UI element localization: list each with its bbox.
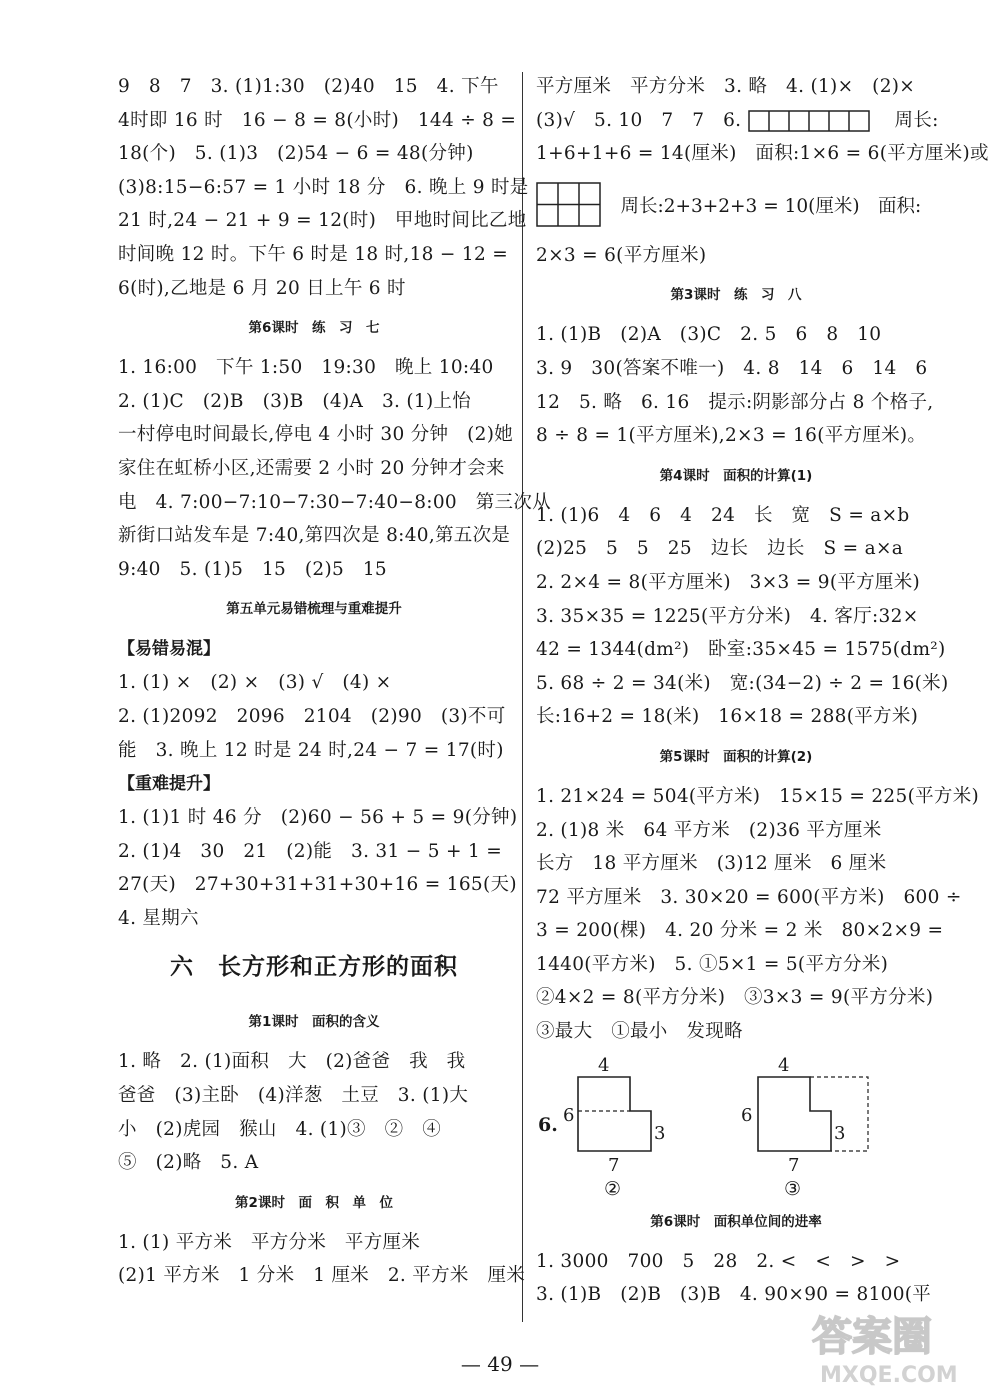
text-line: 1. 3000 700 5 28 2. < < > > (536, 1250, 901, 1272)
one-by-six-grid-figure (748, 110, 870, 132)
text-line: (2)25 5 5 25 边长 边长 S = a×a (536, 538, 904, 560)
shape-figures (536, 1049, 936, 1199)
fig1-bottom-label: 7 (608, 1154, 620, 1176)
text-line: 电 4. 7:00−7:10−7:30−7:40−8:00 第三次从 (118, 491, 551, 513)
bracket-heading: 【易错易混】 (118, 639, 220, 660)
fig2-caption: ③ (784, 1177, 802, 1199)
perimeter-label: 周长: (875, 109, 939, 131)
text-line: 1440(平方米) 5. ①5×1 = 5(平方分米) (536, 953, 889, 975)
fig1-right-label: 3 (654, 1122, 666, 1144)
text-line: 3. (1)B (2)B (3)B 4. 90×90 = 8100(平 (536, 1284, 932, 1306)
text-line: 家住在虹桥小区,还需要 2 小时 20 分钟才会来 (118, 457, 505, 479)
right-block-3 (536, 499, 949, 734)
bracket-heading: 【重难提升】 (118, 774, 220, 795)
unit-title: 六 长方形和正方形的面积 (170, 953, 458, 981)
section-heading: 第五单元易错梳理与重难提升 (226, 601, 402, 618)
text-line: 3. 9 30(答案不唯一) 4. 8 14 6 14 6 (536, 357, 928, 379)
left-block-4 (118, 801, 518, 935)
fig1-top-label: 4 (598, 1054, 610, 1076)
section-heading: 第6课时 练 习 七 (248, 320, 380, 337)
text-line: 3. 35×35 = 1225(平方分米) 4. 客厅:32× (536, 605, 919, 627)
fig2-left-label: 6 (741, 1104, 753, 1126)
text-line: 12 5. 略 6. 16 提示:阴影部分占 8 个格子, (536, 391, 934, 413)
column-divider (522, 72, 523, 1322)
text-line: 时间晚 12 时。下午 6 时是 18 时,18 − 12 = (118, 243, 509, 265)
text-line: 5. 68 ÷ 2 = 34(米) 宽:(34−2) ÷ 2 = 16(米) (536, 672, 949, 694)
text-line: 6(时),乙地是 6 月 20 日上午 6 时 (118, 277, 406, 299)
text-line (536, 104, 939, 138)
text-line: 3 = 200(棵) 4. 20 分米 = 2 米 80×2×9 = (536, 920, 944, 942)
text-line: ③最大 ①最小 发现略 (536, 1021, 743, 1043)
text-line: 2. (1)4 30 21 (2)能 3. 31 − 5 + 1 = (118, 840, 503, 862)
section-heading: 第3课时 练 习 八 (670, 287, 802, 304)
text-line: 1. 略 2. (1)面积 大 (2)爸爸 我 我 (118, 1051, 466, 1073)
text-line: 1. 16:00 下午 1:50 19:30 晚上 10:40 (118, 357, 494, 379)
page-number: — 49 — (460, 1352, 540, 1376)
text-line: 1. (1)B (2)A (3)C 2. 5 6 8 10 (536, 324, 882, 346)
figure-question-number: 6. (538, 1113, 558, 1136)
l-shape-outline (578, 1077, 651, 1151)
watermark-text: 答案圈 (812, 1314, 932, 1360)
left-block-1 (118, 70, 529, 305)
text-line: 9:40 5. (1)5 15 (2)5 15 (118, 558, 388, 580)
watermark-url: MXQE.COM (820, 1363, 958, 1388)
text-line: 2. (1)2092 2096 2104 (2)90 (3)不可 (118, 705, 506, 727)
text-line: 1. (1) 平方米 平方分米 平方厘米 (118, 1231, 421, 1253)
right-block-2 (536, 318, 936, 452)
text-line: 9 8 7 3. (1)1:30 (2)40 15 4. 下午 (118, 76, 499, 97)
left-block-6 (118, 1226, 526, 1293)
text-line: 新街口站发车是 7:40,第四次是 8:40,第五次是 (118, 525, 511, 547)
text-line: (2)1 平方米 1 分米 1 厘米 2. 平方米 厘米 (118, 1265, 526, 1287)
text-line: 长方 18 平方厘米 (3)12 厘米 6 厘米 (536, 853, 887, 875)
text-line: ②4×2 = 8(平方分米) ③3×3 = 9(平方分米) (536, 987, 934, 1009)
section-heading: 第2课时 面 积 单 位 (235, 1194, 393, 1211)
fig1-caption: ② (604, 1177, 622, 1199)
text-line: 2. (1)C (2)B (3)B (4)A 3. (1)上怡 (118, 390, 472, 412)
section-heading: 第5课时 面积的计算(2) (659, 748, 813, 765)
watermark-logo (800, 1302, 990, 1390)
fig2-right-label: 3 (834, 1122, 846, 1144)
text-line: 能 3. 晚上 12 时是 24 时,24 − 7 = 17(时) (118, 739, 504, 761)
grid-answer-text: 周长:2+3+2+3 = 10(厘米) 面积: (602, 195, 922, 217)
fig2-bottom-label: 7 (788, 1154, 800, 1176)
text-line: 4. 星期六 (118, 907, 199, 929)
fig1-left-label: 6 (563, 1104, 575, 1126)
right-block-4 (536, 780, 980, 1049)
text-line: 27(天) 27+30+31+31+30+16 = 165(天) (118, 874, 517, 896)
text-line: 1. (1) × (2) × (3) √ (4) × (118, 672, 392, 694)
fig2-top-label: 4 (778, 1054, 790, 1076)
text-line: (3)8:15−6:57 = 1 小时 18 分 6. 晚上 9 时是 (118, 176, 529, 198)
text-line: 1. (1)6 4 6 4 24 长 宽 S = a×b (536, 504, 910, 526)
text-line: 2. (1)8 米 64 平方米 (2)36 平方厘米 (536, 819, 882, 841)
text-line: 一村停电时间最长,停电 4 小时 30 分钟 (2)她 (118, 424, 514, 446)
text-line: 72 平方厘米 3. 30×20 = 600(平方米) 600 ÷ (536, 886, 962, 908)
q5-text: (3)√ 5. 10 7 7 6. (536, 109, 742, 131)
text-line: 1. (1)1 时 46 分 (2)60 − 56 + 5 = 9(分钟) (118, 807, 518, 829)
section-heading: 第4课时 面积的计算(1) (659, 467, 813, 484)
shape-figures-svg (536, 1049, 936, 1199)
text-line: 42 = 1344(dm²) 卧室:35×45 = 1575(dm²) (536, 639, 946, 661)
text-line: 平方厘米 平方分米 3. 略 4. (1)× (2)× (536, 76, 916, 97)
text-line: 爸爸 (3)主卧 (4)洋葱 土豆 3. (1)大 (118, 1085, 469, 1107)
text-line: 2×3 = 6(平方厘米) (536, 244, 707, 266)
left-column (118, 70, 551, 1293)
section-heading: 第1课时 面积的含义 (248, 1014, 380, 1031)
text-line: 1+6+1+6 = 14(厘米) 面积:1×6 = 6(平方厘米)或 (536, 143, 989, 165)
left-block-3 (118, 666, 510, 767)
text-line: 1. 21×24 = 504(平方米) 15×15 = 225(平方米) (536, 785, 980, 807)
l-shape-outline (758, 1077, 831, 1151)
left-block-2 (118, 351, 551, 586)
section-heading: 第6课时 面积单位间的进率 (650, 1213, 822, 1230)
text-line: 21 时,24 − 21 + 9 = 12(时) 甲地时间比乙地 (118, 210, 527, 232)
grid-answer-row (536, 171, 936, 239)
right-column (536, 70, 989, 1312)
text-line: 18(个) 5. (1)3 (2)54 − 6 = 48(分钟) (118, 143, 474, 165)
left-block-5 (118, 1045, 510, 1179)
text-line: 2. 2×4 = 8(平方厘米) 3×3 = 9(平方厘米) (536, 571, 921, 593)
text-line: ⑤ (2)略 5. A (118, 1152, 259, 1174)
text-line: 长:16+2 = 18(米) 16×18 = 288(平方米) (536, 706, 919, 728)
text-line: 小 (2)虎园 猴山 4. (1)③ ② ④ (118, 1118, 442, 1140)
text-line: 8 ÷ 8 = 1(平方厘米),2×3 = 16(平方厘米)。 (536, 425, 927, 447)
text-line: 4时即 16 时 16 − 8 = 8(小时) 144 ÷ 8 = (118, 109, 517, 131)
two-by-three-grid-figure (536, 182, 602, 228)
